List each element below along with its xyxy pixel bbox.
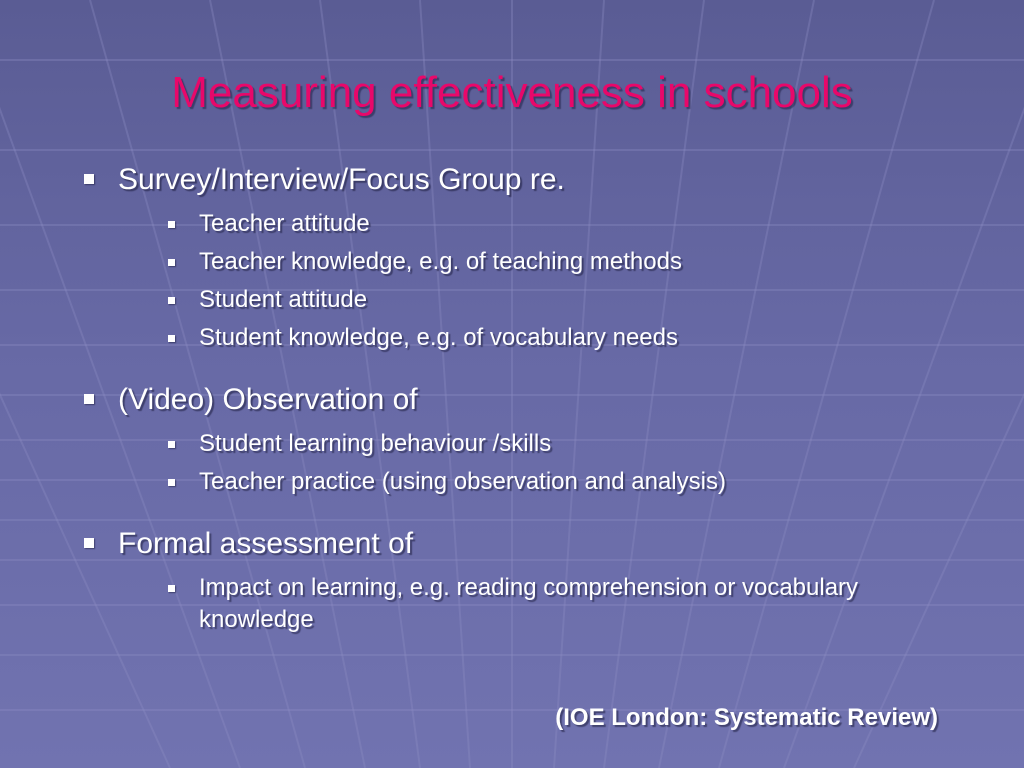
bullet-list [82, 158, 962, 636]
square-bullet-icon [168, 221, 175, 228]
sub-bullet-item [118, 572, 962, 636]
source-citation: (IOE London: Systematic Review) [555, 704, 938, 731]
square-bullet-icon [168, 441, 175, 448]
sub-bullet-text: Student knowledge, e.g. of vocabulary needs [199, 324, 678, 351]
section-heading: (Video) Observation of [118, 383, 418, 416]
square-bullet-icon [168, 335, 175, 342]
sub-bullet-list [118, 208, 962, 354]
sub-bullet-text: Teacher attitude [199, 210, 370, 237]
sub-bullet-text: Impact on learning, e.g. reading comprehension or vocabulary knowledge [199, 574, 859, 633]
section-heading: Survey/Interview/Focus Group re. [118, 163, 565, 196]
square-bullet-icon [84, 174, 94, 184]
bullet-section-survey [82, 158, 962, 354]
sub-bullet-item [118, 466, 962, 498]
sub-bullet-item [118, 246, 962, 278]
square-bullet-icon [168, 479, 175, 486]
bullet-section-observation [82, 378, 962, 498]
square-bullet-icon [84, 538, 94, 548]
sub-bullet-text: Teacher practice (using observation and analysis) [199, 468, 726, 495]
square-bullet-icon [168, 259, 175, 266]
sub-bullet-text: Teacher knowledge, e.g. of teaching methods [199, 248, 682, 275]
sub-bullet-item [118, 322, 962, 354]
slide-title: Measuring effectiveness in schools [171, 68, 853, 117]
bullet-section-assessment [82, 522, 962, 636]
square-bullet-icon [84, 394, 94, 404]
sub-bullet-list [118, 572, 962, 636]
square-bullet-icon [168, 297, 175, 304]
sub-bullet-text: Student attitude [199, 286, 368, 313]
sub-bullet-item [118, 284, 962, 316]
sub-bullet-item [118, 428, 962, 460]
square-bullet-icon [168, 585, 175, 592]
sub-bullet-item [118, 208, 962, 240]
sub-bullet-text: Student learning behaviour /skills [199, 430, 552, 457]
section-heading: Formal assessment of [118, 527, 414, 560]
sub-bullet-list [118, 428, 962, 498]
